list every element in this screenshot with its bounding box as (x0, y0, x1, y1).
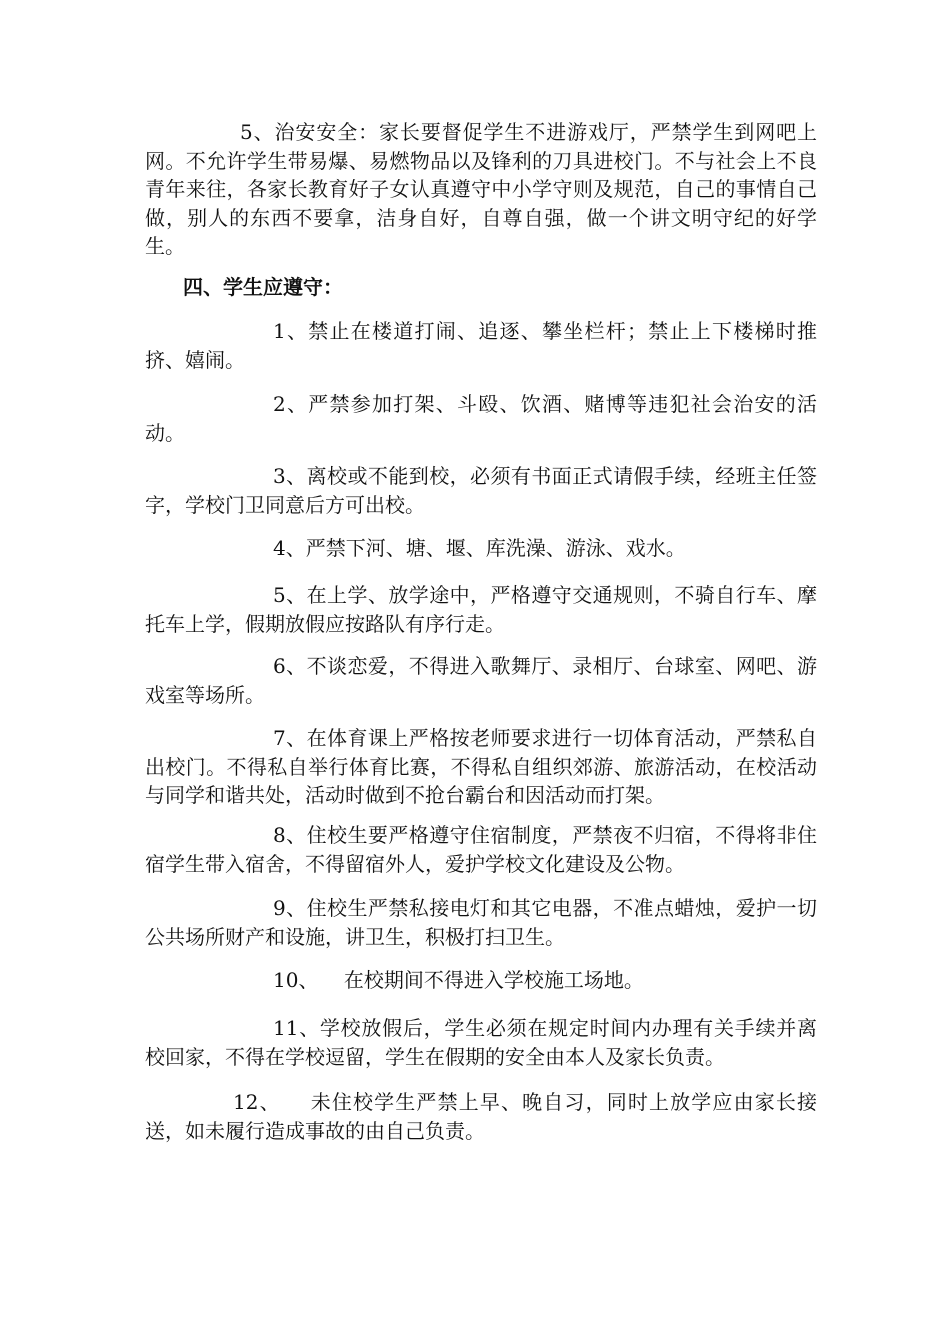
rule-item-7: 7、在体育课上严格按老师要求进行一切体育活动，严禁私自出校门。不得私自举行体育比赛，不得私自组织郊游、旅游活动，在校活动与同学和谐共处，活动时做到不抢台霸台和因活动而打架。 (145, 726, 817, 807)
rule-item-1: 1、禁止在楼道打闹、追逐、攀坐栏杆；禁止上下楼梯时推挤、嬉闹。 (145, 319, 817, 372)
rule-item-3: 3、离校或不能到校，必须有书面正式请假手续，经班主任签字，学校门卫同意后方可出校。 (145, 464, 817, 517)
rule-item-9: 9、住校生严禁私接电灯和其它电器，不准点蜡烛，爱护一切公共场所财产和设施，讲卫生，积极打扫卫生。 (145, 896, 817, 949)
rule-item-10: 10、 在校期间不得进入学校施工场地。 (273, 968, 644, 992)
rule-item-8: 8、住校生要严格遵守住宿制度，严禁夜不归宿，不得将非住宿学生带入宿舍，不得留宿外人，爱护学校文化建设及公物。 (145, 823, 817, 876)
rule-item-6: 6、不谈恋爱，不得进入歌舞厅、录相厅、台球室、网吧、游戏室等场所。 (145, 654, 817, 707)
paragraph-security: 5、治安安全：家长要督促学生不进游戏厅，严禁学生到网吧上网。不允许学生带易爆、易燃物品以及锋利的刀具进校门。不与社会上不良青年来往，各家长教育好子女认真遵守中小学守则及规范，自己的事情自己做，别人的东西不要拿，洁身自好，自尊自强，做一个讲文明守纪的好学生。 (145, 120, 817, 258)
rule-item-11: 11、学校放假后，学生必须在规定时间内办理有关手续并离校回家，不得在学校逗留，学生在假期的安全由本人及家长负责。 (145, 1016, 817, 1069)
rule-item-5: 5、在上学、放学途中，严格遵守交通规则，不骑自行车、摩托车上学，假期放假应按路队有序行走。 (145, 583, 817, 636)
rule-item-4: 4、严禁下河、塘、堰、库洗澡、游泳、戏水。 (273, 536, 686, 560)
rule-item-2: 2、严禁参加打架、斗殴、饮酒、赌博等违犯社会治安的活动。 (145, 392, 817, 445)
section-heading: 四、学生应遵守： (183, 275, 343, 299)
rule-item-12: 12、 未住校学生严禁上早、晚自习，同时上放学应由家长接送，如未履行造成事故的由自己负责。 (145, 1090, 817, 1143)
